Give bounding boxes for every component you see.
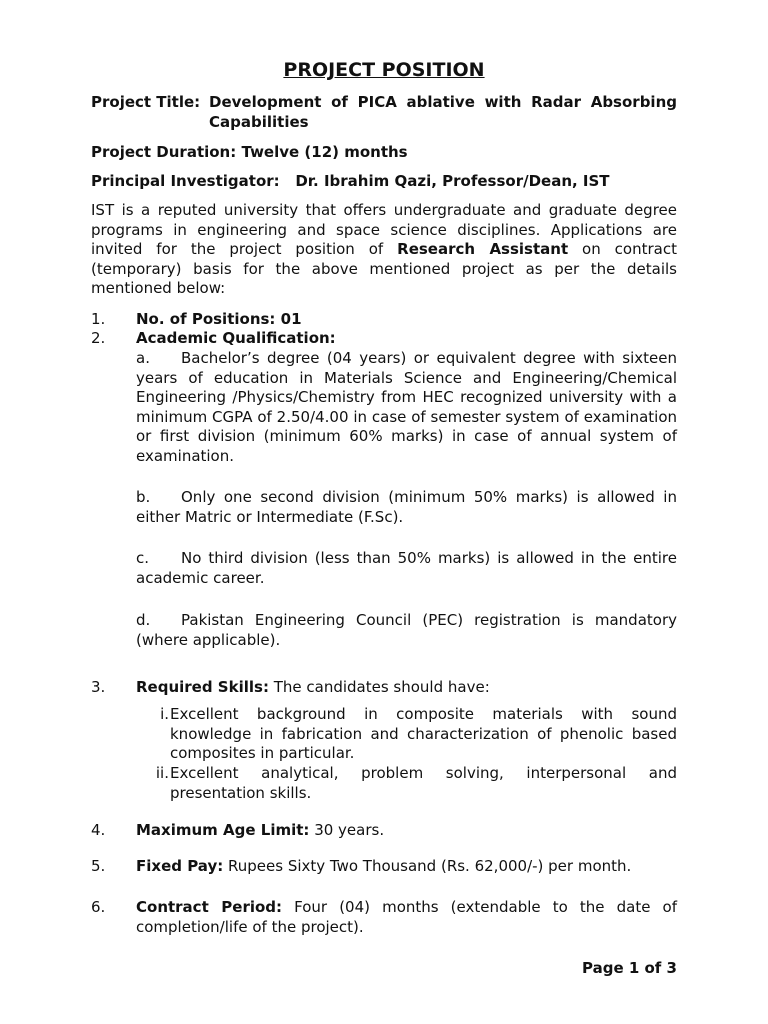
item-2-number: 2. [91,329,106,347]
pi-label: Principal Investigator: [91,172,280,190]
qualification-c-text: No third division (less than 50% marks) is allowed in the entire academic career. [136,549,677,587]
qualification-a [136,349,677,466]
item-3-number: 3. [91,678,106,696]
qualification-a-text: Bachelor’s degree (04 years) or equivalent degree with sixteen years of education in Materials Science and Engineering/Chemical Engineering /Physics/Chemistry from HEC recognized university with a minimum CGPA of 2.50/4.00 in case of semester system of examination or first division (minimum 60% marks) in case of annual system of examination. [136,349,677,465]
pay-row [136,857,677,877]
principal-investigator-row [91,172,677,192]
intro-text-after: on contract (temporary) basis for the above mentioned project as per the details mentioned below: [91,240,677,297]
skills-ii-text: Excellent analytical, problem solving, interpersonal and presentation skills. [170,764,677,802]
project-title-line2: Capabilities [209,112,309,131]
contract-text: Four (04) months (extendable to the date of completion/life of the project). [136,898,677,936]
age-text: 30 years. [309,821,385,839]
skills-label: Required Skills: [136,678,269,696]
age-row [136,821,677,841]
qualification-d-letter: d. [136,611,151,629]
qualification-c-letter: c. [136,549,150,567]
item-5-number: 5. [91,857,106,875]
item-4-number: 4. [91,821,106,839]
age-label: Maximum Age Limit: [136,821,310,839]
pay-text: Rupees Sixty Two Thousand (Rs. 62,000/-) per month. [223,857,632,875]
pi-value: Dr. Ibrahim Qazi, Professor/Dean, IST [295,172,610,190]
qualification-d-text: Pakistan Engineering Council (PEC) registration is mandatory (where applicable). [136,611,677,649]
project-duration-label: Project Duration: [91,143,237,161]
project-title-value [209,93,677,132]
contract-row [136,898,677,937]
project-title-label: Project Title: [91,93,201,111]
item-6-number: 6. [91,898,106,916]
skills-i-numeral: i. [160,705,169,723]
item-1-number: 1. [91,310,106,328]
qualification-d [136,611,677,650]
pay-label: Fixed Pay: [136,857,224,875]
intro-highlight: Research Assistant [397,240,569,258]
qualification-c [136,549,677,588]
skills-ii-numeral: ii. [155,764,169,782]
intro-text-before: IST is a reputed university that offers undergraduate and graduate degree programs in engineering and space science disciplines. Applications are invited for the project position of [91,201,677,258]
skills-i-text: Excellent background in composite materials with sound knowledge in fabrication and characterization of phenolic based composites in particular. [170,705,677,762]
project-duration-value: Twelve (12) months [241,143,408,161]
qualification-b [136,488,677,527]
qualification-label: Academic Qualification: [136,329,336,347]
skills-text: The candidates should have: [268,678,490,696]
positions-label: No. of Positions: 01 [136,310,302,328]
page-number: Page 1 of 3 [582,959,677,977]
project-title-line1: Development of PICA ablative with Radar Absorbing [209,93,677,111]
qualification-b-letter: b. [136,488,151,506]
qualification-b-text: Only one second division (minimum 50% marks) is allowed in either Matric or Intermediate (F.Sc). [136,488,677,526]
intro-paragraph [91,201,677,299]
skills-row [136,678,677,698]
page-title: PROJECT POSITION [283,59,485,81]
qualification-a-letter: a. [136,349,150,367]
project-duration-row [91,143,677,163]
contract-label: Contract Period: [136,898,283,916]
